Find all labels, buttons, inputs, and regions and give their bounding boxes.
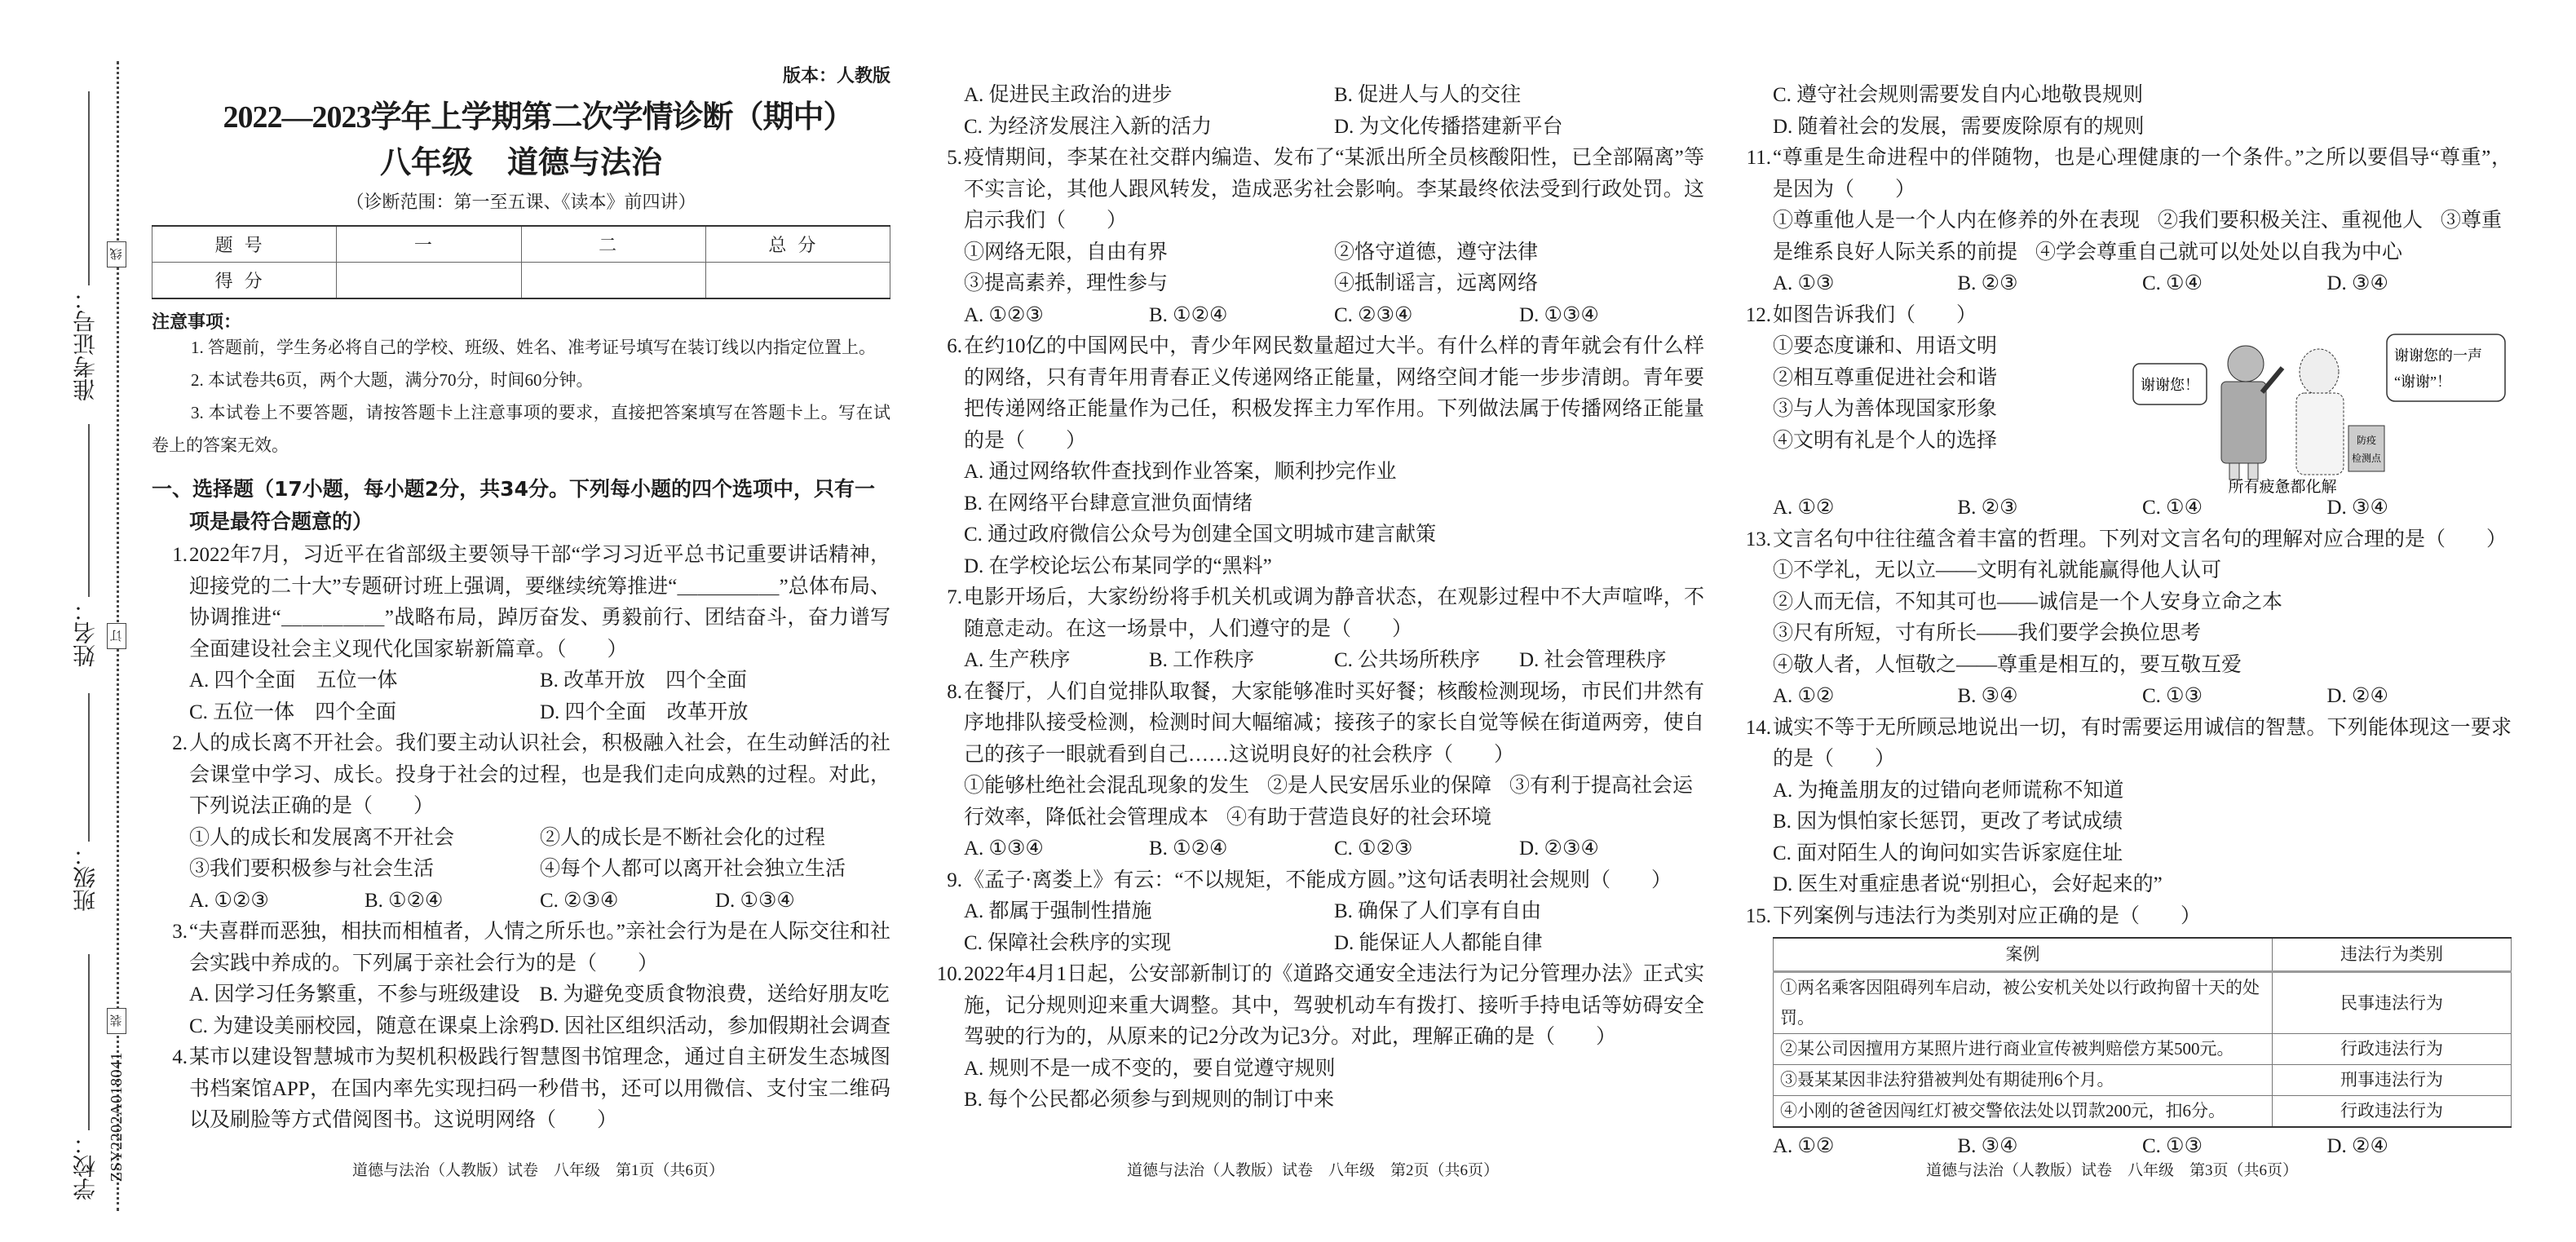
page-footer-1: 道德与法治（人教版）试卷 八年级 第1页（共6页） <box>351 1162 724 1179</box>
column-page-3 <box>1745 80 2512 1163</box>
question-stem <box>947 582 1704 645</box>
option-d[interactable]: D. 医生对重症患者说“别担心，会好起来的” <box>1773 873 2163 895</box>
statement-list <box>1773 331 2091 457</box>
question-stem <box>1745 901 2512 933</box>
question-body <box>1773 331 2512 493</box>
option-a[interactable]: A. ①③ <box>1773 272 1835 294</box>
note-item: 2. 本试卷共6页，两个大题，满分70分，时间60分钟。 <box>191 370 594 390</box>
option-a[interactable]: A. 四个全面 五位一体 <box>189 670 398 692</box>
case-table <box>1773 937 2512 1128</box>
question-text: 2022年4月1日起，公安部新制订的《道路交通安全违法行为记分管理办法》正式实施，记分规则迎来重大调整。其中，驾驶机动车有拨打、接听手持电话等妨碍安全驾驶的行为的，从原来的记2分改为记3分。对此，理解正确的是（ ） <box>964 963 1704 1048</box>
answer-options <box>1773 268 2512 300</box>
option-c[interactable]: C. 通过政府微信公众号为创建全国文明城市建言献策 <box>964 524 1437 546</box>
question-2 <box>172 728 890 917</box>
question-number: 12. <box>1745 303 1771 326</box>
speech-bubble-left-text: 谢谢您！ <box>2141 377 2199 393</box>
option-a[interactable]: A. 都属于强制性措施 <box>964 900 1152 922</box>
option-b[interactable]: B. 工作秩序 <box>1149 649 1255 671</box>
question-9 <box>947 865 1704 960</box>
question-stem <box>1745 300 2512 332</box>
option-a[interactable]: A. 促进民主政治的进步 <box>964 84 1173 106</box>
option-b[interactable]: B. ①②④ <box>1149 838 1228 860</box>
option-a[interactable]: A. ①② <box>1773 1135 1835 1157</box>
notes-title: 注意事项： <box>152 312 242 333</box>
case-table-row <box>1774 1096 2512 1128</box>
option-d[interactable]: D. 社会管理秩序 <box>1519 649 1667 671</box>
option-c[interactable]: C. 保障社会秩序的实现 <box>964 931 1172 954</box>
page-title: 2022—2023学年上学期第二次学情诊断（期中） <box>223 100 854 135</box>
exam-number-label: 准考证号： <box>73 287 99 401</box>
question-7 <box>947 582 1704 677</box>
option-d[interactable]: D. 在学校论坛公布某同学的“黑料” <box>964 555 1272 577</box>
option-b[interactable]: B. 每个公民都必须参与到规则的制订中来 <box>964 1089 1335 1111</box>
statement-item: ①尊重他人是一个人内在修养的外在表现 <box>1773 210 2141 232</box>
option-d[interactable]: D. 随着社会的发展，需要废除原有的规则 <box>1773 115 2145 138</box>
case-description: ④小刚的爸爸因闯红灯被交警依法处以罚款200元，扣6分。 <box>1774 1096 2273 1128</box>
option-d[interactable]: D. ①③④ <box>715 889 795 912</box>
question-number: 11. <box>1746 147 1771 169</box>
question-8 <box>947 677 1704 865</box>
question-10 <box>936 959 1704 1116</box>
question-6 <box>947 331 1704 582</box>
answer-options <box>964 80 1704 143</box>
page-footer-2: 道德与法治（人教版）试卷 八年级 第2页（共6页） <box>1126 1162 1499 1179</box>
question-cont <box>1773 80 2512 143</box>
option-c[interactable]: C. ①③ <box>2142 685 2203 707</box>
person-nurse-body <box>2221 382 2266 463</box>
question-text: 某市以建设智慧城市为契机积极践行智慧图书馆理念，通过自主研发生态城图书档案馆APP，在国内率先实现扫码一秒借书，还可以用微信、支付宝二维码以及刷脸等方式借阅图书。这说明网络（ ） <box>189 1046 890 1131</box>
violation-category: 行政违法行为 <box>2273 1034 2512 1065</box>
answer-options <box>964 833 1704 865</box>
statement-item: ①要态度谦和、用语文明 <box>1773 335 1998 357</box>
scope-note: （诊断范围：第一至五课、《读本》前四讲） <box>346 192 696 212</box>
question-15 <box>1745 901 2512 1163</box>
column-page-2 <box>936 80 1704 1116</box>
answer-options <box>964 457 1704 582</box>
option-c[interactable]: C. ②③④ <box>1334 303 1413 326</box>
statement-item: ②恪守道德，遵守法律 <box>1334 241 1539 263</box>
question-stem <box>172 728 890 823</box>
statement-item: ③我们要积极参与社会生活 <box>189 858 435 880</box>
name-label: 姓名： <box>73 599 99 667</box>
statement-item: ②人的成长是不断社会化的过程 <box>540 826 826 849</box>
statement-item: ③尊重是维系良好人际关系的前提 <box>1773 210 2503 263</box>
answer-options <box>964 896 1704 959</box>
statement-item: ①人的成长和发展离不开社会 <box>189 826 455 849</box>
question-text: 如图告诉我们（ ） <box>1773 303 1977 326</box>
answer-options <box>189 979 890 1042</box>
statement-item: ④有助于营造良好的社会环境 <box>1226 806 1492 829</box>
question-stem <box>172 917 890 979</box>
subject-label: 道德与法治 <box>507 144 663 180</box>
statement-list <box>964 237 1704 300</box>
question-number: 14. <box>1745 716 1771 739</box>
question-stem <box>1745 524 2512 556</box>
option-c[interactable]: C. ①③ <box>2142 1135 2203 1157</box>
option-d[interactable]: D. ①③④ <box>1519 303 1599 326</box>
option-a[interactable]: A. ①② <box>1773 497 1835 519</box>
binding-marker-zhuang: 装 <box>107 1008 126 1034</box>
option-c[interactable]: C. 为经济发展注入新的活力 <box>964 115 1213 138</box>
score-cell[interactable] <box>705 263 890 299</box>
statement-item: ④抵制谣言，远离网络 <box>1334 272 1539 294</box>
statement-item: ③提高素养，理性参与 <box>964 272 1169 294</box>
question-stem <box>172 540 890 665</box>
statement-list <box>1773 331 2091 493</box>
answer-options <box>1773 681 2512 713</box>
score-cell[interactable] <box>521 263 705 299</box>
question-number: 1. <box>172 544 188 566</box>
score-row-label: 得分 <box>152 263 337 299</box>
option-b[interactable]: B. ①②④ <box>365 889 444 912</box>
sign-text: 检测点 <box>2351 453 2382 464</box>
option-b[interactable]: B. ②③ <box>1957 497 2018 519</box>
answer-options <box>189 665 890 728</box>
score-header-cell: 一 <box>337 226 521 263</box>
exam-number-field[interactable] <box>88 91 90 285</box>
option-d[interactable]: D. 四个全面 改革开放 <box>540 701 749 723</box>
question-number: 10. <box>936 963 962 985</box>
question-stem <box>947 143 1704 237</box>
option-c[interactable]: C. ①④ <box>2142 272 2203 294</box>
school-label: 学校： <box>73 1132 99 1200</box>
statement-item: ②我们要积极关注、重视他人 <box>2158 210 2424 232</box>
question-number: 13. <box>1745 528 1771 550</box>
question-text: 电影开场后，大家纷纷将手机关机或调为静音状态，在观影过程中不大声喧哗，不随意走动。在这一场景中，人们遵守的是（ ） <box>964 586 1704 640</box>
option-b[interactable]: B. 确保了人们享有自由 <box>1334 900 1542 922</box>
question-number: 2. <box>172 732 188 754</box>
option-c[interactable]: C. 面对陌生人的询问如实告诉家庭住址 <box>1773 842 2123 864</box>
question-4 <box>172 1042 890 1137</box>
class-field[interactable] <box>88 693 90 842</box>
column-page-1 <box>172 540 890 1137</box>
cartoon-figure <box>2091 331 2512 493</box>
score-cell[interactable] <box>337 263 521 299</box>
question-text: “尊重是生命进程中的伴随物，也是心理健康的一个条件。”之所以要倡导“尊重”，是因为（ ） <box>1773 147 2512 201</box>
question-stem <box>947 865 1704 897</box>
option-a[interactable]: A. ①② <box>1773 685 1835 707</box>
option-d[interactable]: D. ③④ <box>2326 272 2388 294</box>
option-b[interactable]: B. 改革开放 四个全面 <box>540 670 748 692</box>
question-number: 7. <box>947 586 962 608</box>
statement-list <box>964 771 1704 833</box>
question-stem <box>172 1042 890 1137</box>
statement-item: ④文明有礼是个人的选择 <box>1773 429 1998 452</box>
option-c[interactable]: C. ①②③ <box>1334 838 1413 860</box>
sign-text: 防疫 <box>2356 435 2377 446</box>
case-table-header: 案例 <box>1774 938 2273 972</box>
question-text: 文言名句中往往蕴含着丰富的哲理。下列对文言名句的理解对应合理的是（ ） <box>1773 528 2508 550</box>
option-c[interactable]: C. ①④ <box>2142 497 2203 519</box>
violation-category: 民事违法行为 <box>2273 972 2512 1034</box>
statement-item: ④敬人者，人恒敬之——尊重是相互的，要互敬互爱 <box>1773 653 2242 676</box>
subtitle <box>152 137 890 182</box>
option-c[interactable]: C. ②③④ <box>540 889 619 912</box>
option-b[interactable]: B. 促进人与人的交往 <box>1334 84 1522 106</box>
notes-list <box>152 331 890 462</box>
question-number: 15. <box>1745 904 1771 927</box>
statement-item: ④学会尊重自己就可以处处以自我为中心 <box>2035 241 2403 263</box>
option-d[interactable]: D. ②④ <box>2326 685 2388 707</box>
option-a[interactable]: A. ①③④ <box>964 838 1044 860</box>
question-stem <box>1746 143 2512 206</box>
question-text: 在约10亿的中国网民中，青少年网民数量超过大半。有什么样的青年就会有什么样的网络，只有青年用青春正义传递网络正能量，网络空间才能一步步清朗。青年要把传递网络正能量作为己任，积极发挥主力军作用。下列做法属于传播网络正能量的是（ ） <box>964 335 1704 452</box>
question-text: 《孟子·离娄上》有云：“不以规矩，不能成方圆。”这句话表明社会规则（ ） <box>964 869 1672 891</box>
statement-item: ①网络无限，自由有界 <box>964 241 1169 263</box>
case-table-row <box>1774 1065 2512 1096</box>
statement-list <box>1773 555 2512 681</box>
option-d[interactable]: D. ②③④ <box>1519 838 1599 860</box>
person-leg <box>2229 463 2239 480</box>
question-12 <box>1745 300 2512 524</box>
option-b[interactable]: B. 在网络平台肆意宣泄负面情绪 <box>964 492 1253 515</box>
person-nurse-head <box>2228 346 2264 382</box>
name-field[interactable] <box>88 424 90 597</box>
question-cont <box>964 80 1704 143</box>
question-text: 人的成长离不开社会。我们要主动认识社会，积极融入社会，在生动鲜活的社会课堂中学习、成长。投身于社会的过程，也是我们走向成熟的过程。对此，下列说法正确的是（ ） <box>189 732 890 817</box>
option-a[interactable]: A. ①②③ <box>964 303 1044 326</box>
question-3 <box>172 917 890 1042</box>
option-c[interactable]: C. 五位一体 四个全面 <box>189 701 397 723</box>
question-11 <box>1746 143 2512 300</box>
question-number: 6. <box>947 335 962 357</box>
score-table-score-row <box>152 263 890 299</box>
speech-bubble-right <box>2387 334 2505 401</box>
question-number: 8. <box>947 680 962 703</box>
question-stem <box>1745 713 2512 776</box>
question-text: 疫情期间，李某在社交群内编造、发布了“某派出所全员核酸阳性，已全部隔离”等不实言论，其他人跟风转发，造成恶劣社会影响。李某最终依法受到行政处罚。这启示我们（ ） <box>964 147 1704 232</box>
score-header-cell: 总分 <box>705 226 890 263</box>
answer-options <box>964 1054 1704 1116</box>
question-13 <box>1745 524 2512 713</box>
answer-options <box>964 300 1704 332</box>
person-nurse-arm <box>2262 368 2282 392</box>
option-a[interactable]: A. 通过网络软件查找到作业答案，顺利抄完作业 <box>964 461 1397 483</box>
question-text: 在餐厅，人们自觉排队取餐，大家能够准时买好餐；核酸检测现场，市民们井然有序地排队接受检测，检测时间大幅缩减；接孩子的家长自觉等候在街道两旁，使自己的孩子一眼就看到自己……这说明良好的社会秩序（ ） <box>964 680 1704 766</box>
case-table-row <box>1774 972 2512 1034</box>
answer-options <box>1773 493 2512 524</box>
statement-item: ③尺有所短，寸有所长——我们要学会换位思考 <box>1773 622 2202 644</box>
case-table-header: 违法行为类别 <box>2273 938 2512 972</box>
note-item: 1. 答题前，学生务必将自己的学校、班级、姓名、准考证号填写在装订线以内指定位置上。 <box>191 338 876 357</box>
score-header-cell: 题号 <box>152 226 337 263</box>
option-d[interactable]: D. ②④ <box>2326 1135 2388 1157</box>
violation-category: 行政违法行为 <box>2273 1096 2512 1128</box>
binding-marker-xian: 线 <box>107 241 126 267</box>
case-description: ②某公司因擅用方某照片进行商业宣传被判赔偿方某500元。 <box>1774 1034 2273 1065</box>
option-d[interactable]: D. ③④ <box>2326 497 2388 519</box>
statement-item: ①能够杜绝社会混乱现象的发生 <box>964 775 1250 797</box>
question-14 <box>1745 713 2512 901</box>
question-text: “夫喜群而恶独，相扶而相植者，人情之所乐也。”亲社会行为是在人际交往和社会实践中养成的。下列属于亲社会行为的是（ ） <box>189 921 890 975</box>
question-stem <box>936 959 1704 1054</box>
question-5 <box>947 143 1704 331</box>
cartoon-illustration <box>2091 331 2512 494</box>
section-heading: 一、选择题（17小题，每小题2分，共34分。下列每小题的四个选项中，只有一项是最符合题意的） <box>152 477 875 533</box>
answer-options <box>964 645 1704 677</box>
testing-sign <box>2348 426 2384 471</box>
option-c[interactable]: C. 为建设美丽校园，随意在课桌上涂鸦 <box>189 1014 540 1037</box>
score-table-header-row <box>152 226 890 263</box>
violation-category: 刑事违法行为 <box>2273 1065 2512 1096</box>
question-number: 9. <box>947 869 962 891</box>
option-a[interactable]: A. ①②③ <box>189 889 269 912</box>
medic-hood <box>2300 349 2339 395</box>
note-item: 3. 本试卷上不要答题，请按答题卡上注意事项的要求，直接把答案填写在答题卡上。写在试卷上的答案无效。 <box>152 403 890 455</box>
case-description: ①两名乘客因阻碍列车启动，被公安机关处以行政拘留十天的处罚。 <box>1774 972 2273 1034</box>
statement-list <box>189 823 890 886</box>
case-table-row <box>1774 1034 2512 1065</box>
figure-caption: 所有疲惫都化解 <box>2228 479 2337 494</box>
question-1 <box>172 540 890 728</box>
statement-item: ②人而无信，不知其可也——诚信是一个人安身立命之本 <box>1773 590 2283 613</box>
page-footer-3: 道德与法治（人教版）试卷 八年级 第3页（共6页） <box>1925 1162 2298 1179</box>
statement-list <box>1773 206 2512 268</box>
option-b[interactable]: B. 因为惧怕家长惩罚，更改了考试成绩 <box>1773 811 2123 833</box>
option-a[interactable]: A. 生产秩序 <box>964 649 1071 671</box>
question-stem <box>947 677 1704 771</box>
option-a[interactable]: A. 因学习任务繁重，不参与班级建设 <box>189 983 520 1006</box>
question-number: 5. <box>947 147 962 169</box>
question-stem <box>947 331 1704 457</box>
school-field[interactable] <box>88 954 90 1130</box>
option-b[interactable]: B. 为避免变质食物浪费，送给好朋友吃 <box>539 983 890 1006</box>
question-number: 4. <box>172 1046 188 1068</box>
score-header-cell: 二 <box>521 226 705 263</box>
option-a[interactable]: A. 为掩盖朋友的过错向老师谎称不知道 <box>1773 779 2124 802</box>
answer-options <box>1773 776 2512 901</box>
option-d[interactable]: D. 为文化传播搭建新平台 <box>1334 115 1563 138</box>
binding-marker-ding: 订 <box>107 623 126 649</box>
option-b[interactable]: B. ③④ <box>1957 685 2018 707</box>
option-d[interactable]: D. 能保证人人都能自律 <box>1334 931 1543 954</box>
question-number: 3. <box>172 921 188 943</box>
statement-item: ③有利于提高社会运行效率，降低社会管理成本 <box>964 775 1694 829</box>
statement-item: ④每个人都可以离开社会独立生活 <box>540 858 846 880</box>
question-text: 下列案例与违法行为类别对应正确的是（ ） <box>1773 904 2202 927</box>
statement-item: ①不学礼，无以立——文明有礼就能赢得他人认可 <box>1773 559 2222 581</box>
score-table <box>152 225 890 299</box>
case-table-header-row <box>1774 938 2512 972</box>
paper-code: ZSY2202A018041 <box>108 1052 126 1182</box>
question-text: 2022年7月，习近平在省部级主要领导干部“学习习近平总书记重要讲话精神，迎接党的二十大”专题研讨班上强调，要继续统筹推进“＿＿＿＿＿”总体布局、协调推进“＿＿＿＿＿”战略布局，踔厉奋发、勇毅前行、团结奋斗，奋力谱写全面建设社会主义现代化国家崭新篇章。（ ） <box>189 544 890 661</box>
person-leg <box>2248 463 2258 480</box>
case-description: ③聂某某因非法狩猎被判处有期徒刑6个月。 <box>1774 1065 2273 1096</box>
statement-item: ③与人为善体现国家形象 <box>1773 398 1998 420</box>
medic-protective-suit <box>2296 393 2344 475</box>
option-c[interactable]: C. 遵守社会规则需要发自内心地敬畏规则 <box>1773 84 2144 106</box>
option-b[interactable]: B. ②③ <box>1957 272 2018 294</box>
option-c[interactable]: C. 公共场所秩序 <box>1334 649 1481 671</box>
grade-label: 八年级 <box>379 144 473 180</box>
speech-bubble-right-text: “谢谢”！ <box>2394 373 2451 390</box>
answer-options <box>189 886 890 917</box>
class-label: 班级： <box>73 843 99 912</box>
speech-bubble-right-text: 谢谢您的一声 <box>2394 347 2482 364</box>
question-text: 诚实不等于无所顾忌地说出一切，有时需要运用诚信的智慧。下列能体现这一要求的是（ ） <box>1773 716 2512 770</box>
statement-item: ②是人民安居乐业的保障 <box>1267 775 1492 797</box>
option-b[interactable]: B. ③④ <box>1957 1135 2018 1157</box>
option-b[interactable]: B. ①②④ <box>1149 303 1228 326</box>
option-a[interactable]: A. 规则不是一成不变的，要自觉遵守规则 <box>964 1057 1336 1080</box>
edition-label: 版本：人教版 <box>782 66 890 86</box>
statement-item: ②相互尊重促进社会和谐 <box>1773 366 1998 389</box>
answer-options <box>1773 80 2512 143</box>
option-d[interactable]: D. 因社区组织活动，参加假期社会调查 <box>539 1014 890 1037</box>
